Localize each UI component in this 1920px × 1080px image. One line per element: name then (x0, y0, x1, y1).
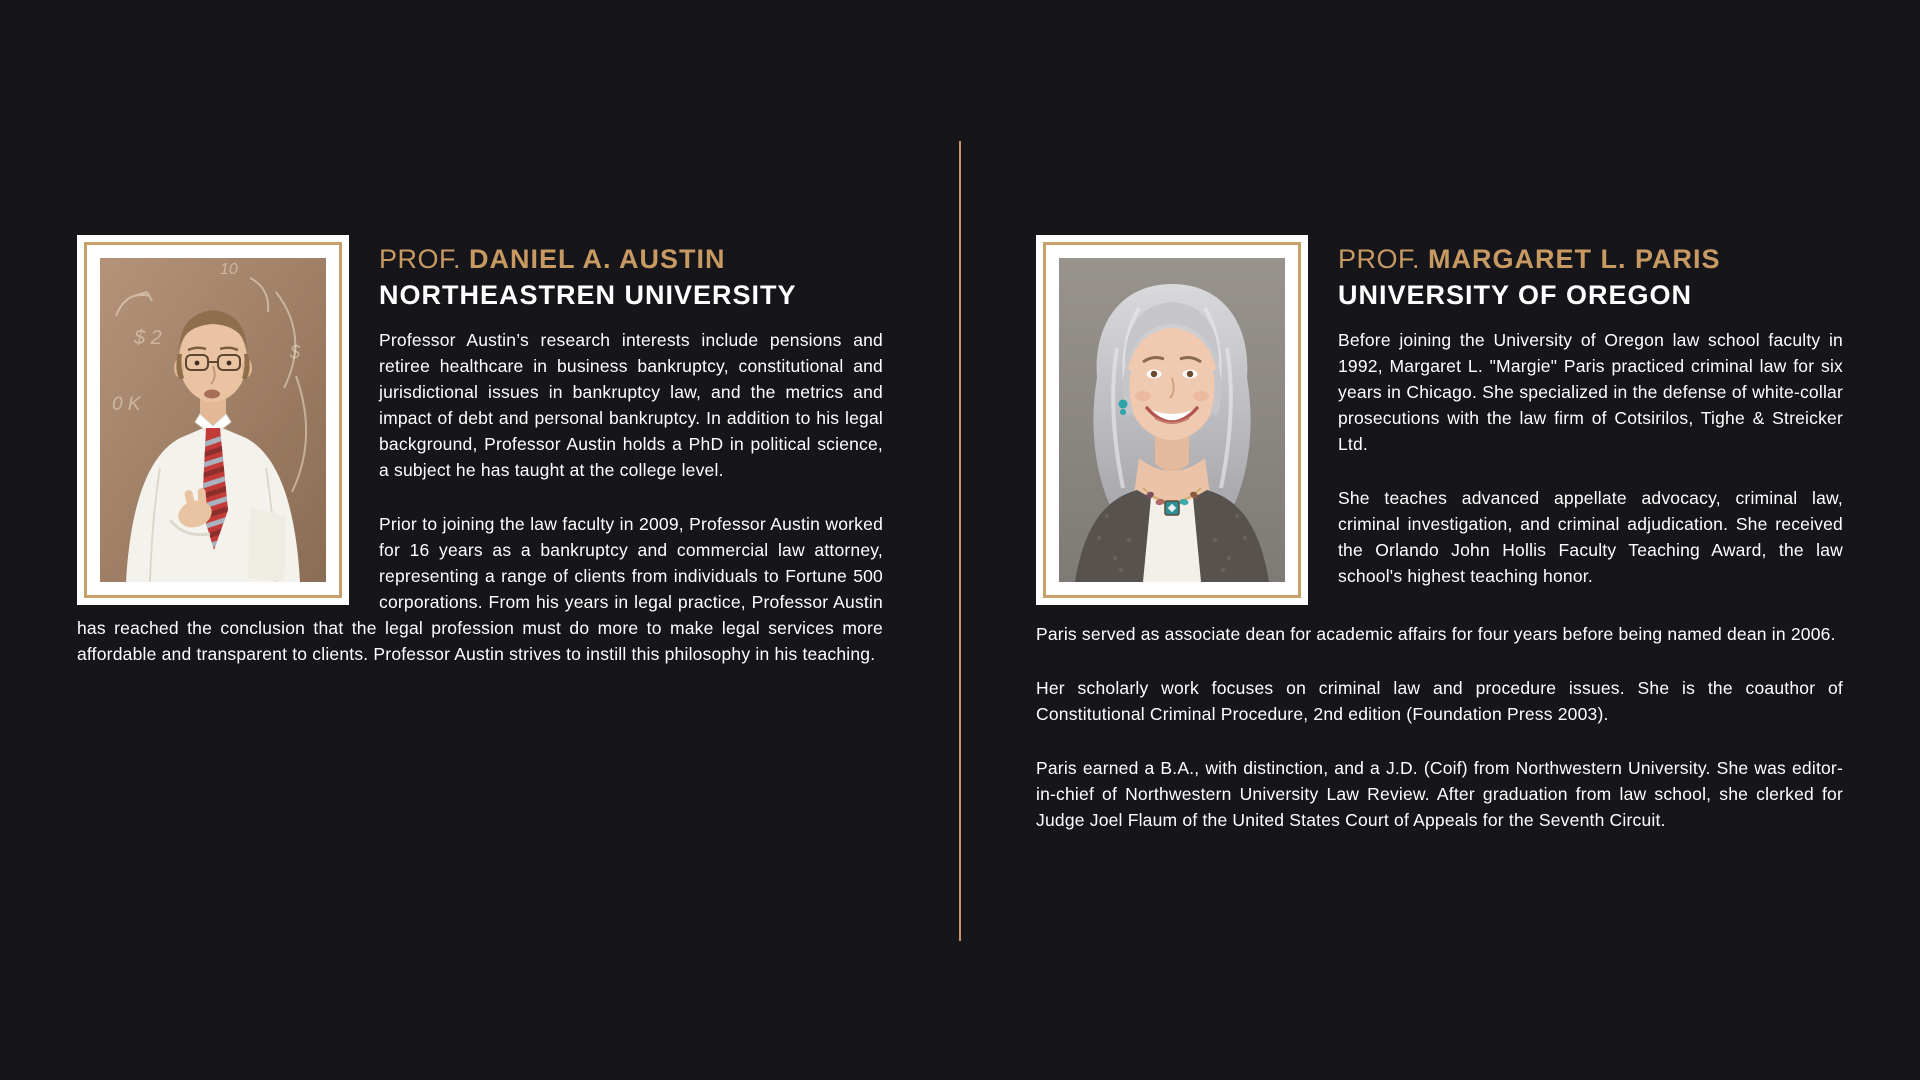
bio-paragraph: Professor Austin’s research interests include pensions and retiree healthcare in business bankruptcy, constitutional and jurisdictional issues in bankruptcy law, and the metrics and impact of debt and personal bankruptcy. In addition to his legal background, Professor Austin holds a PhD in political science, a subject he has taught at the college level. (379, 330, 883, 480)
profile-margaret-paris (1036, 235, 1843, 833)
daniel-austin-photo (84, 242, 342, 598)
professor-title-prefix: PROF. (1338, 244, 1421, 274)
divider-line (959, 141, 961, 941)
professor-name: DANIEL A. AUSTIN (469, 244, 726, 274)
margaret-paris-photo-frame (1036, 235, 1308, 605)
svg-text:$ 2: $ 2 (134, 327, 162, 349)
svg-text:0 K: 0 K (112, 394, 141, 415)
profile-daniel-austin (77, 235, 883, 667)
bio-paragraph: Her scholarly work focuses on criminal law and procedure issues. She is the coauthor of Constitutional Criminal Procedure, 2nd edition (Foundation Press 2003). (1036, 678, 1843, 724)
bio-paragraph: Prior to joining the law faculty in 2009, Professor Austin worked for 16 years as a bankruptcy and commercial law attorney, representing a range of clients from individuals to Fortune 500 corporations. From his years in legal practice, Professor Austin has reached the conclusion that the legal profession must do more to make legal services more affordable and transparent to clients. Professor Austin strives to instill this philosophy in his teaching. (77, 514, 883, 664)
daniel-austin-portrait-image (100, 258, 326, 582)
svg-text:10: 10 (220, 261, 238, 278)
bio-paragraph: Paris earned a B.A., with distinction, and a J.D. (Coif) from Northwestern University. She was editor-in-chief of Northwestern University Law Review. After graduation from law school, she clerked for Judge Joel Flaum of the United States Court of Appeals for the Seventh Circuit. (1036, 758, 1843, 830)
daniel-austin-photo-frame (77, 235, 349, 605)
margaret-paris-photo (1043, 242, 1301, 598)
bio-paragraph: She teaches advanced appellate advocacy, criminal law, criminal investigation, and criminal adjudication. She received the Orlando John Hollis Faculty Teaching Award, the law school's highest teaching honor. (1338, 488, 1843, 586)
professor-name: MARGARET L. PARIS (1428, 244, 1721, 274)
bio-paragraph: Paris served as associate dean for academic affairs for four years before being named dean in 2006. (1036, 624, 1836, 644)
margaret-paris-portrait-image (1059, 258, 1285, 582)
institution-name: UNIVERSITY OF OREGON (1338, 280, 1693, 310)
institution-name: NORTHEASTREN UNIVERSITY (379, 280, 797, 310)
professor-title-prefix: PROF. (379, 244, 462, 274)
svg-text:$: $ (290, 342, 301, 362)
bio-paragraph: Before joining the University of Oregon law school faculty in 1992, Margaret L. "Margie" Paris practiced criminal law for six years in Chicago. She specialized in the defense of white-collar prosecutions with the law firm of Cotsirilos, Tighe & Streicker Ltd. (1338, 330, 1843, 454)
